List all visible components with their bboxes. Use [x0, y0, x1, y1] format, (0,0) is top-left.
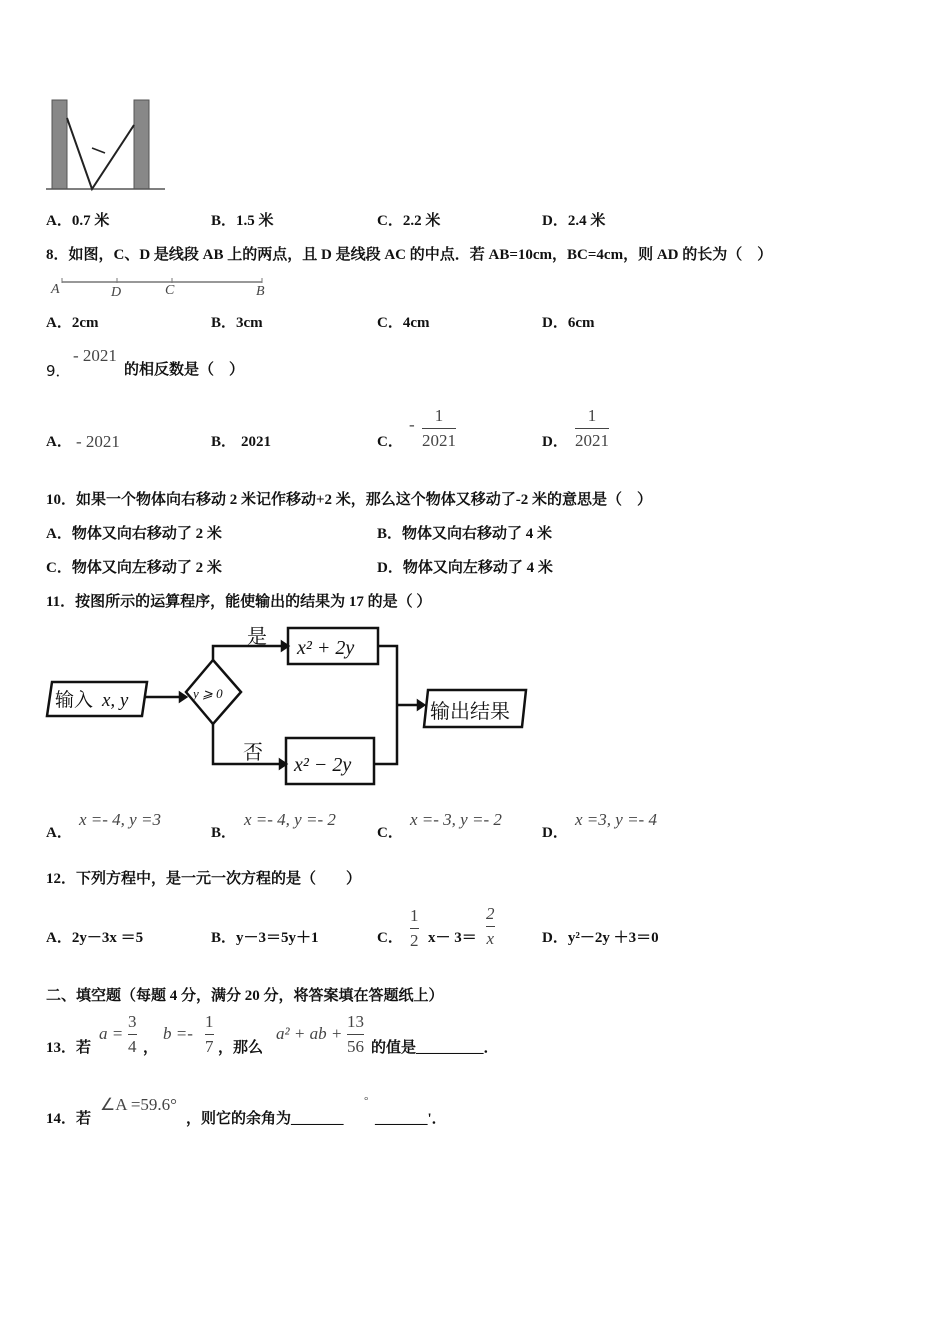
q14-number: 14．若: [46, 1111, 92, 1127]
q13-b-eq: b =-: [163, 1024, 193, 1043]
q11-option-a[interactable]: x =- 4, y =3: [79, 810, 161, 829]
q13-tail-blank[interactable]: 的值是_________．: [371, 1040, 499, 1056]
q9-option-c-fraction[interactable]: [422, 406, 456, 451]
q12-label-c[interactable]: C．: [377, 930, 403, 946]
numerator: 3: [128, 1012, 137, 1031]
q11-label-c[interactable]: C．: [377, 825, 403, 841]
ladder-figure: [46, 100, 165, 189]
q8-option-a[interactable]: A．2cm: [46, 315, 99, 331]
q7-option-b[interactable]: B．1.5 米: [211, 213, 274, 229]
q11-stem: 11．按图所示的运算程序，能使输出的结果为 17 的是（ ）: [46, 594, 432, 610]
q9-option-d-fraction[interactable]: [575, 406, 609, 451]
q12-option-c-mid[interactable]: x－ 3＝: [428, 930, 477, 946]
q10-option-b[interactable]: B．物体又向右移动了 4 米: [377, 526, 553, 542]
flow-output: 输出结果: [430, 699, 510, 723]
q13-sep: ，: [143, 1040, 159, 1056]
flow-yes: 是: [247, 624, 267, 648]
q13-expr-fraction: [347, 1012, 364, 1057]
q9-number: 9．: [46, 362, 71, 380]
numerator: 1: [587, 406, 597, 425]
q11-option-d[interactable]: x =3, y =- 4: [575, 810, 657, 829]
q13-a-fraction: [128, 1012, 137, 1057]
point-d: D: [111, 285, 122, 300]
flow-input-vars: x, y: [102, 690, 129, 711]
q9-option-c-sign: -: [409, 415, 415, 434]
q11-label-d[interactable]: D．: [542, 825, 568, 841]
q13-a-eq: a =: [99, 1024, 124, 1043]
flow-no: 否: [243, 740, 263, 764]
numerator: 1: [410, 906, 419, 925]
denominator: 2021: [422, 431, 456, 450]
q10-stem: 10．如果一个物体向右移动 2 米记作移动+2 米，那么这个物体又移动了-2 米的意思是（ ）: [46, 492, 653, 508]
q9-label-b[interactable]: B．: [211, 434, 237, 450]
q11-label-b[interactable]: B．: [211, 825, 237, 841]
q14-tail-blank[interactable]: _______'．: [375, 1111, 447, 1127]
q11-label-a[interactable]: A．: [46, 825, 72, 841]
q9-label-a[interactable]: A．: [46, 434, 72, 450]
q14-degree-mark: °: [364, 1095, 369, 1107]
q12-c-fraction-half: [410, 906, 419, 951]
segment-figure: [62, 278, 262, 283]
q13-number: 13．若: [46, 1040, 92, 1056]
q8-option-c[interactable]: C．4cm: [377, 315, 430, 331]
numerator: 1: [205, 1012, 214, 1031]
denominator: 56: [347, 1037, 364, 1056]
q10-option-a[interactable]: A．物体又向右移动了 2 米: [46, 526, 222, 542]
q12-option-b[interactable]: B．y－3＝5y＋1: [211, 930, 319, 946]
flow-top-expr: x² + 2y: [297, 637, 355, 659]
q12-option-a[interactable]: A．2y－3x ＝5: [46, 930, 144, 946]
numerator: 1: [434, 406, 444, 425]
denominator: 7: [205, 1037, 214, 1056]
q8-option-d[interactable]: D．6cm: [542, 315, 595, 331]
q9-label-d[interactable]: D．: [542, 434, 568, 450]
q9-option-b[interactable]: 2021: [241, 434, 271, 450]
q9-label-c[interactable]: C．: [377, 434, 403, 450]
q13-b-fraction: [205, 1012, 214, 1057]
flow-condition: y ⩾ 0: [193, 686, 223, 701]
q9-option-a[interactable]: - 2021: [76, 432, 120, 451]
q9-stem: 的相反数是（ ）: [124, 362, 245, 378]
q14-mid-blank[interactable]: ，则它的余角为_______: [186, 1111, 344, 1127]
q11-option-b[interactable]: x =- 4, y =- 2: [244, 810, 336, 829]
denominator: x: [486, 929, 495, 948]
numerator: 13: [347, 1012, 364, 1031]
denominator: 2: [410, 931, 419, 950]
q7-option-a[interactable]: A．0.7 米: [46, 213, 110, 229]
q9-expr: - 2021: [73, 346, 117, 365]
point-c: C: [165, 283, 175, 298]
ladder-lines: [67, 118, 134, 189]
q12-c-fraction-2x: [486, 904, 495, 949]
q11-option-c[interactable]: x =- 3, y =- 2: [410, 810, 502, 829]
right-wall: [134, 100, 149, 189]
q10-option-d[interactable]: D．物体又向左移动了 4 米: [377, 560, 553, 576]
arrow-icon: [92, 148, 105, 153]
section-2-heading: 二、填空题（每题 4 分，满分 20 分，将答案填在答题纸上）: [46, 988, 444, 1004]
q8-stem: 8．如图，C、D 是线段 AB 上的两点，且 D 是线段 AC 的中点．若 AB=10cm，BC=4cm，则 AD 的长为（ ）: [46, 247, 773, 263]
q13-expr: a² + ab +: [276, 1024, 343, 1043]
flow-input-label: 输入: [55, 689, 94, 711]
denominator: 4: [128, 1037, 137, 1056]
q8-option-b[interactable]: B．3cm: [211, 315, 263, 331]
q7-option-d[interactable]: D．2.4 米: [542, 213, 606, 229]
q13-then: ，那么: [218, 1040, 264, 1056]
q12-stem: 12．下列方程中，是一元一次方程的是（ ）: [46, 871, 362, 887]
left-wall: [52, 100, 67, 189]
q12-option-d[interactable]: D．y²－2y ＋3＝0: [542, 930, 659, 946]
q10-option-c[interactable]: C．物体又向左移动了 2 米: [46, 560, 222, 576]
q7-option-c[interactable]: C．2.2 米: [377, 213, 441, 229]
numerator: 2: [486, 904, 495, 923]
point-b: B: [256, 284, 265, 299]
denominator: 2021: [575, 431, 609, 450]
q14-expr: ∠A =59.6°: [100, 1095, 177, 1114]
point-a: A: [51, 282, 60, 297]
flow-bottom-expr: x² − 2y: [294, 754, 352, 776]
